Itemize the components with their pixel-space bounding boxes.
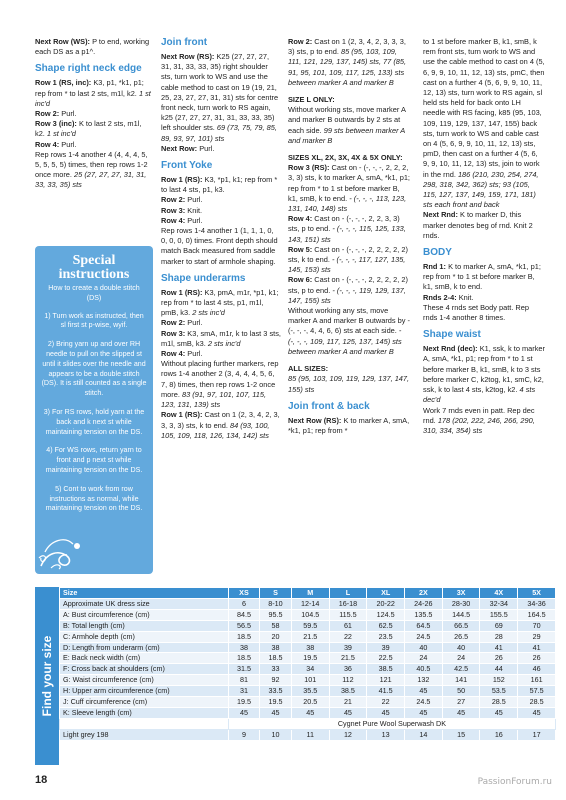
table-cell: 46 — [518, 664, 556, 675]
size-header-cell: S — [260, 588, 292, 599]
table-cell: 40 — [442, 642, 480, 653]
table-cell: 164.5 — [518, 609, 556, 620]
table-cell: 21.5 — [329, 653, 367, 664]
table-cell: 40.5 — [405, 664, 443, 675]
find-your-size-tab — [35, 587, 59, 765]
instruction: Row 1 (RS): K3, *p1, k1; rep from * to last 4 sts, p1, k3. — [161, 175, 278, 195]
instruction: Row 3 (inc): K to last 2 sts, m1l, k2. 1 st inc'd — [35, 119, 142, 139]
size-header-cell: XL — [367, 588, 405, 599]
table-cell: 57.5 — [518, 686, 556, 697]
table-cell: 53.5 — [480, 686, 518, 697]
yarn-name: Cygnet Pure Wool Superwash DK — [228, 718, 555, 729]
table-cell: 38.5 — [367, 664, 405, 675]
section-heading: BODY — [423, 247, 452, 259]
table-cell: 45 — [442, 707, 480, 718]
special-tip: 3) For RS rows, hold yarn at the back and k next st while maintaining tension on the DS. — [43, 407, 145, 436]
table-cell: 18.5 — [228, 653, 259, 664]
instruction: Row 3: K3, smA, m1r, k to last 3 sts, m1l, smB, k3. 2 sts inc'd — [161, 328, 281, 348]
section-heading: Front Yoke — [161, 160, 213, 172]
table-cell: 69 — [480, 620, 518, 631]
table-cell: 144.5 — [442, 609, 480, 620]
section-heading: Shape waist — [423, 329, 481, 341]
table-cell: 15 — [442, 729, 480, 740]
table-cell: 11 — [291, 729, 329, 740]
instruction: Next Row (RS): K25 (27, 27, 27, 31, 31, 33, 33, 35) right shoulder sts, turn work to WS and use the cable method to cast on 19 (19, 21, 25, 23, 27, 27, 31, 31) sts for centre front neck, turn work to RS again, k25 (27, 27, 27, 31, 31, 33, 33, 35) left shoulder sts. 69 (73, 75, 79, 85, 89, 93, 97, 101) sts — [161, 52, 279, 143]
table-cell: 32-34 — [480, 598, 518, 609]
floral-swirl-icon — [37, 522, 107, 570]
table-cell: 24-26 — [405, 598, 443, 609]
table-cell: 31.5 — [228, 664, 259, 675]
special-tip: 2) Bring yarn up and over RH needle to pull on the slipped st until it slides over the needle and appears to be a double stitch (DS). It is still counted as a single stitch. — [41, 340, 147, 398]
instruction: Row 6: Cast on - (-, -, -, 2, 2, 2, 2, 2) sts, p to end. - (-, -, -, 119, 129, 137, 147, 155) sts — [288, 275, 408, 305]
column-3 — [288, 37, 410, 436]
table-cell: 33.5 — [260, 686, 292, 697]
table-cell: 22 — [367, 697, 405, 708]
instruction: Rep rows 1-4 another 4 (4, 4, 4, 5, 5, 5, 5, 5) times, then rep rows 1-2 once more. 25 (27, 27, 27, 31, 31, 33, 33, 35) sts — [35, 149, 148, 190]
row-label: D: Length from underarm (cm) — [60, 642, 229, 653]
row-label: C: Armhole depth (cm) — [60, 631, 229, 642]
table-cell: 39 — [329, 642, 367, 653]
table-cell: 70 — [518, 620, 556, 631]
instruction: Row 3: Knit. — [161, 205, 203, 215]
table-cell: 124.5 — [367, 609, 405, 620]
table-row — [60, 631, 556, 642]
table-cell: 40 — [405, 642, 443, 653]
table-cell: 20-22 — [367, 598, 405, 609]
table-cell: 59.5 — [291, 620, 329, 631]
table-cell: 45 — [405, 707, 443, 718]
table-cell: 35.5 — [291, 686, 329, 697]
special-tip: 1) Turn work as instructed, then sl first st p-wise, wyif. — [44, 311, 144, 330]
table-cell: 58 — [260, 620, 292, 631]
table-cell: 26 — [518, 653, 556, 664]
table-cell: 34-36 — [518, 598, 556, 609]
table-cell: 24 — [442, 653, 480, 664]
row-label: J: Cuff circumference (cm) — [60, 697, 229, 708]
table-cell: 45 — [518, 707, 556, 718]
row-label: Approximate UK dress size — [60, 598, 229, 609]
table-cell: 6 — [228, 598, 259, 609]
table-cell: 121 — [367, 675, 405, 686]
instruction: Rnds 2-4: Knit. — [423, 292, 474, 302]
instruction: Without working any sts, move marker A and marker B outwards by - (-, -, -, 4, 4, 6, 6) sts at each side. - (-, -, -, 109, 117, 125, 137, 145) sts between marker A and marker B — [288, 306, 410, 356]
table-cell: 12-14 — [291, 598, 329, 609]
table-cell: 20.5 — [291, 697, 329, 708]
table-cell: 8-10 — [260, 598, 292, 609]
table-cell: 56.5 — [228, 620, 259, 631]
instruction: Next Row (RS): K to marker A, smA, *k1, p1; rep from * — [288, 415, 410, 435]
table-row — [60, 697, 556, 708]
table-cell: 115.5 — [329, 609, 367, 620]
table-row — [60, 707, 556, 718]
table-cell: 64.5 — [405, 620, 443, 631]
instruction: ALL SIZES: — [288, 364, 329, 374]
table-cell: 16 — [480, 729, 518, 740]
instruction: Row 4: Cast on - (-, -, -, 2, 2, 3, 3) sts, p to end. - (-, -, -, 115, 125, 133, 143, 151) sts — [288, 214, 406, 244]
table-cell: 21.5 — [291, 631, 329, 642]
yarn-header-row — [60, 718, 556, 729]
table-cell: 38.5 — [329, 686, 367, 697]
table-cell: 38 — [291, 642, 329, 653]
special-subtitle: How to create a double stitch (DS) — [48, 284, 140, 302]
size-header-cell: M — [291, 588, 329, 599]
instruction: SIZE L ONLY: — [288, 95, 335, 105]
table-cell: 38 — [260, 642, 292, 653]
table-cell: 45 — [329, 707, 367, 718]
row-label: K: Sleeve length (cm) — [60, 707, 229, 718]
watermark: PassionForum.ru — [477, 777, 552, 787]
table-cell: 19.5 — [260, 697, 292, 708]
table-cell: 22.5 — [367, 653, 405, 664]
instruction: SIZES XL, 2X, 3X, 4X & 5X ONLY: — [288, 153, 403, 163]
instruction: Row 1 (RS): Cast on 1 (2, 3, 4, 2, 3, 3, 3, 3) sts, k to end. 84 (93, 100, 105, 109, 118, 126, 134, 142) sts — [161, 410, 280, 440]
instruction: to 1 st before marker B, k1, smB, k rem front sts, turn work to WS and use the cable method to cast on 4 (5, 6, 9, 9, 10, 11, 12, 13) sts, pmC, then cast on a further 4 (5, 6, 9, 9, 10, 11, 12, 13) sts, turn work to RS again, sl held sts held for back onto LH needle with RS facing, k85 (95, 103, 109, 119, 129, 137, 147, 155) back sts, turn work to WS and cable cast on 4 (5, 6, 9, 9, 10, 11, 12, 13) sts, pmD, then cast on a further 4 (5, 6, 9, 9, 10, 11, 12, 13) sts, join to work in the rnd. 186 (210, 230, 254, 274, 298, 318, 342, 362) sts; 93 (105, 115, 127, 137, 149, 159, 171, 181) sts each front and back — [423, 37, 545, 210]
size-header-cell: 3X — [442, 588, 480, 599]
table-cell: 45 — [405, 686, 443, 697]
table-cell: 16-18 — [329, 598, 367, 609]
instruction: These 4 rnds set Body patt. Rep rnds 1-4 another 8 times. — [423, 302, 529, 323]
row-label: Light grey 198 — [60, 729, 229, 740]
table-cell: 23.5 — [367, 631, 405, 642]
table-cell: 112 — [329, 675, 367, 686]
table-cell: 13 — [367, 729, 405, 740]
section-heading: Shape underarms — [161, 272, 246, 284]
table-cell: 50 — [442, 686, 480, 697]
instruction: Row 2: Cast on 1 (2, 3, 4, 2, 3, 3, 3, 3) sts, p to end. 85 (95, 103, 109, 111, 121, 129, 137, 145) sts, 77 (85, 91, 95, 101, 109, 117, 125, 133) sts between marker A and marker B — [288, 37, 407, 87]
size-table-header — [60, 588, 556, 599]
table-cell: 45 — [480, 707, 518, 718]
instruction: Next Row: Purl. — [161, 143, 215, 153]
table-cell: 161 — [518, 675, 556, 686]
table-cell: 41 — [518, 642, 556, 653]
table-cell: 26.5 — [442, 631, 480, 642]
instruction: Row 4: Purl. — [35, 139, 77, 149]
table-cell: 132 — [405, 675, 443, 686]
instruction: Next Rnd: K to marker D, this marker denotes beg of rnd. Knit 2 rnds. — [423, 210, 533, 240]
size-table — [59, 587, 556, 741]
table-cell: 20 — [260, 631, 292, 642]
special-title-1: Special — [72, 253, 116, 268]
table-cell: 44 — [480, 664, 518, 675]
instruction: Row 4: Purl. — [161, 349, 203, 359]
instruction: Row 2: Purl. — [161, 195, 203, 205]
table-cell: 81 — [228, 675, 259, 686]
section-heading: Join front — [161, 37, 208, 48]
table-cell: 39 — [367, 642, 405, 653]
table-cell: 41 — [480, 642, 518, 653]
instruction: 85 (95, 103, 109, 119, 129, 137, 147, 155) sts — [288, 374, 410, 394]
table-cell: 18.5 — [260, 653, 292, 664]
table-cell: 95.5 — [260, 609, 292, 620]
table-cell: 45 — [228, 707, 259, 718]
table-row — [60, 642, 556, 653]
table-cell: 9 — [228, 729, 259, 740]
table-cell: 45 — [291, 707, 329, 718]
table-cell: 45 — [367, 707, 405, 718]
table-cell: 10 — [260, 729, 292, 740]
table-cell: 24.5 — [405, 631, 443, 642]
row-label: G: Waist circumference (cm) — [60, 675, 229, 686]
special-tip: 4) For WS rows, return yarn to front and p next st while maintaining tension on the DS. — [45, 446, 143, 474]
table-row — [60, 620, 556, 631]
table-cell: 28.5 — [480, 697, 518, 708]
size-header-label: Size — [60, 588, 229, 599]
table-cell: 24.5 — [405, 697, 443, 708]
instruction: Row 2: Purl. — [161, 318, 203, 328]
table-cell: 62.5 — [367, 620, 405, 631]
instruction: Row 2: Purl. — [35, 109, 77, 119]
column-2 — [161, 37, 281, 441]
table-cell: 21 — [329, 697, 367, 708]
table-cell: 12 — [329, 729, 367, 740]
table-row — [60, 598, 556, 609]
table-cell: 17 — [518, 729, 556, 740]
table-cell: 38 — [228, 642, 259, 653]
instruction: Rep rows 1-4 another 1 (1, 1, 1, 0, 0, 0, 0, 0) times. Front depth should match Back measured from saddle marker to start of armhole shaping. — [161, 226, 278, 266]
table-cell: 66.5 — [442, 620, 480, 631]
page-number: 18 — [35, 774, 48, 786]
special-tip: 5) Cont to work from row instructions as normal, while maintaining tension on the DS. — [45, 484, 143, 513]
instruction: Row 5: Cast on - (-, -, -, 2, 2, 2, 2, 2) sts, k to end. - (-, -, -, 117, 127, 135, 145, 153) sts — [288, 244, 408, 275]
table-cell: 101 — [291, 675, 329, 686]
instruction: Row 1 (RS): K3, pmA, m1r, *p1, k1; rep from * to last 4 sts, p1, m1l, pmB, k3. 2 sts inc'd — [161, 287, 279, 318]
size-header-cell: XS — [228, 588, 259, 599]
instruction: Row 4: Purl. — [161, 215, 203, 225]
table-cell: 14 — [405, 729, 443, 740]
instruction: Next Rnd (dec): K1, ssk, k to marker A, smA, *k1, p1; rep from * to 1 st before marker B, k1, smB, k to 3 sts before marker C, k2tog, k1, smC, k2, ssk, k to last 4 sts, k2tog, k2. 4 sts dec'd — [423, 344, 545, 405]
column-4 — [423, 37, 545, 436]
special-instructions-box — [35, 246, 153, 574]
table-row — [60, 609, 556, 620]
table-cell: 42.5 — [442, 664, 480, 675]
table-cell: 84.5 — [228, 609, 259, 620]
table-cell: 104.5 — [291, 609, 329, 620]
instruction: Without working sts, move marker A and marker B outwards by 2 sts at each side. 99 sts between marker A and marker B — [288, 105, 406, 145]
instruction: Without placing further markers, rep rows 1-4 another 2 (3, 4, 4, 4, 5, 6, 7, 8) times, then rep rows 1-2 once more. 83 (91, 97, 101, 107, 115, 123, 131, 139) sts — [161, 359, 279, 410]
table-cell: 28.5 — [518, 697, 556, 708]
table-cell: 141 — [442, 675, 480, 686]
table-cell: 24 — [405, 653, 443, 664]
size-header-cell: 2X — [405, 588, 443, 599]
table-cell: 27 — [442, 697, 480, 708]
table-cell: 61 — [329, 620, 367, 631]
table-cell: 29 — [518, 631, 556, 642]
table-row — [60, 664, 556, 675]
yarn-row — [60, 729, 556, 740]
row-label: F: Cross back at shoulders (cm) — [60, 664, 229, 675]
row-label: E: Back neck width (cm) — [60, 653, 229, 664]
special-title-2: instructions — [58, 267, 130, 282]
find-your-size-label: Find your size — [40, 635, 54, 717]
row-label: H: Upper arm circumference (cm) — [60, 686, 229, 697]
table-cell: 31 — [228, 686, 259, 697]
section-heading: Shape right neck edge — [35, 63, 142, 75]
instruction: Next Row (WS): P to end, working each DS as a p1^. — [35, 37, 150, 57]
instruction: Work 7 rnds even in patt. Rep dec rnd. 178 (202, 222, 246, 266, 290, 310, 334, 354) sts — [423, 405, 535, 435]
table-cell: 36 — [329, 664, 367, 675]
instruction: Row 1 (RS, inc): K3, p1, *k1, p1; rep from * to last 2 sts, m1l, k2. 1 st inc'd — [35, 78, 151, 108]
table-cell: 22 — [329, 631, 367, 642]
table-cell: 34 — [291, 664, 329, 675]
table-cell: 152 — [480, 675, 518, 686]
table-cell: 26 — [480, 653, 518, 664]
table-cell: 135.5 — [405, 609, 443, 620]
table-cell: 28 — [480, 631, 518, 642]
table-cell: 33 — [260, 664, 292, 675]
table-cell: 41.5 — [367, 686, 405, 697]
table-cell: 155.5 — [480, 609, 518, 620]
table-row — [60, 686, 556, 697]
column-1 — [35, 37, 153, 191]
instruction: Row 3 (RS): Cast on - (-, -, -, 2, 2, 2, 3, 3) sts, k to marker A, smA, *k1, p1; rep from * to 1 st before marker B, k1, smB, k to end. - (-, -, -, 113, 123, 131, 140, 148) sts — [288, 163, 410, 214]
row-label: A: Bust circumference (cm) — [60, 609, 229, 620]
size-header-cell: 5X — [518, 588, 556, 599]
table-row — [60, 653, 556, 664]
section-heading: Join front & back — [288, 400, 370, 412]
table-cell: 18.5 — [228, 631, 259, 642]
table-cell: 19.5 — [291, 653, 329, 664]
table-cell: 19.5 — [228, 697, 259, 708]
instruction: Rnd 1: K to marker A, smA, *k1, p1; rep from * to 1 st before marker B, k1, smB, k to end. — [423, 262, 541, 292]
size-header-cell: L — [329, 588, 367, 599]
table-cell: 28-30 — [442, 598, 480, 609]
size-header-cell: 4X — [480, 588, 518, 599]
table-row — [60, 675, 556, 686]
table-cell: 45 — [260, 707, 292, 718]
row-label: B: Total length (cm) — [60, 620, 229, 631]
table-cell: 92 — [260, 675, 292, 686]
